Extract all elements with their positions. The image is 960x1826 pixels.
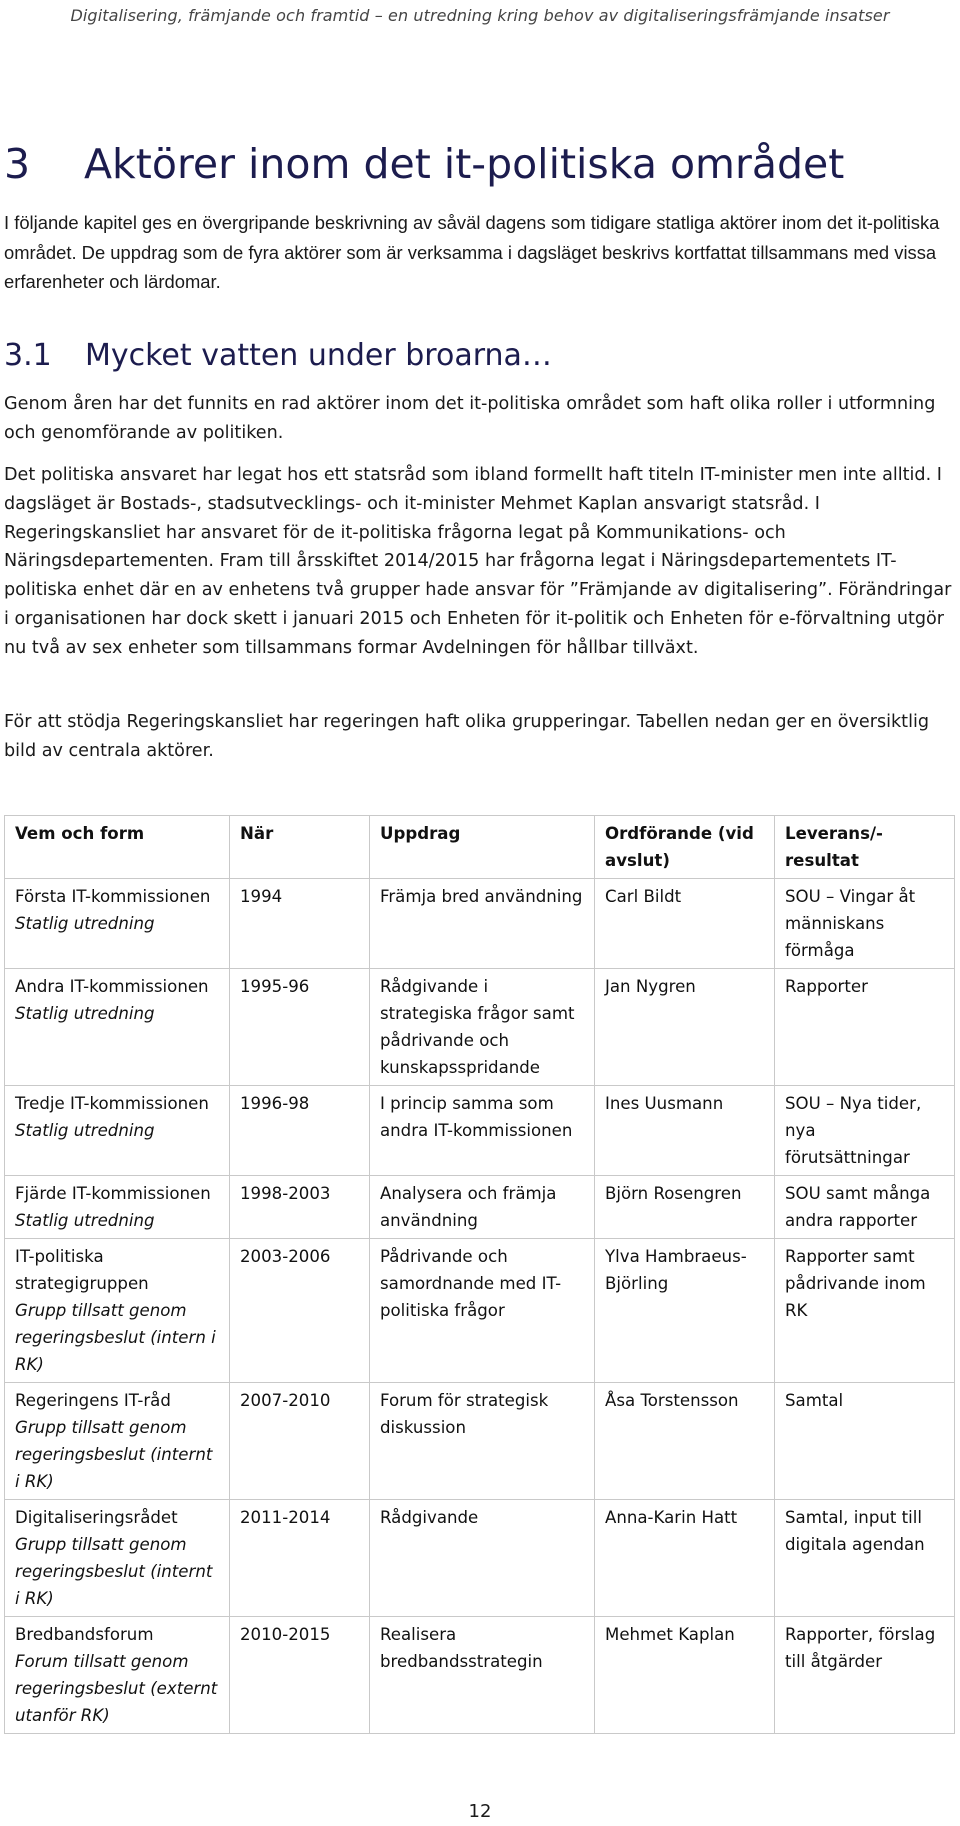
table-row — [5, 969, 955, 1086]
page-number: 12 — [468, 1801, 492, 1822]
actor-name: IT-politiska strategigruppen — [15, 1247, 149, 1293]
cell-when: 2007-2010 — [230, 1383, 370, 1500]
actor-name: Fjärde IT-kommissionen — [15, 1184, 211, 1203]
cell-result: Rapporter samt pådrivande inom RK — [775, 1239, 955, 1383]
cell-who — [5, 879, 230, 969]
table-row — [5, 1239, 955, 1383]
section-number: 3.1 — [4, 338, 52, 373]
header-mission: Uppdrag — [370, 816, 595, 879]
actor-name: Första IT-kommissionen — [15, 887, 211, 906]
table-row — [5, 1086, 955, 1176]
cell-who — [5, 1383, 230, 1500]
table-row — [5, 879, 955, 969]
cell-when: 1996-98 — [230, 1086, 370, 1176]
cell-when: 2010-2015 — [230, 1617, 370, 1734]
chapter-number: 3 — [4, 140, 31, 188]
actor-form: Grupp tillsatt genom regeringsbeslut (internt i RK) — [15, 1535, 213, 1608]
cell-chair: Carl Bildt — [595, 879, 775, 969]
cell-chair: Jan Nygren — [595, 969, 775, 1086]
actor-name: Tredje IT-kommissionen — [15, 1094, 209, 1113]
paragraph-3: För att stödja Regeringskansliet har regeringen haft olika grupperingar. Tabellen nedan ger en översiktlig bild av centrala aktörer. — [4, 712, 930, 761]
cell-who — [5, 1500, 230, 1617]
cell-result: SOU – Vingar åt människans förmåga — [775, 879, 955, 969]
cell-who — [5, 1176, 230, 1239]
actor-form: Statlig utredning — [15, 1004, 155, 1023]
cell-chair: Björn Rosengren — [595, 1176, 775, 1239]
cell-result: Samtal, input till digitala agendan — [775, 1500, 955, 1617]
actor-name: Digitaliseringsrådet — [15, 1508, 178, 1527]
cell-result: Rapporter — [775, 969, 955, 1086]
cell-who — [5, 1617, 230, 1734]
section-title: Mycket vatten under broarna… — [85, 338, 552, 373]
chapter-title: Aktörer inom det it-politiska området — [84, 140, 845, 188]
cell-chair: Anna-Karin Hatt — [595, 1500, 775, 1617]
actors-table — [4, 815, 955, 1734]
cell-who — [5, 1239, 230, 1383]
running-header: Digitalisering, främjande och framtid – en utredning kring behov av digitaliseringsfrämjande insatser — [70, 6, 890, 25]
actor-name: Bredbandsforum — [15, 1625, 154, 1644]
cell-mission: Främja bred användning — [370, 879, 595, 969]
cell-result: Rapporter, förslag till åtgärder — [775, 1617, 955, 1734]
actor-form: Statlig utredning — [15, 914, 155, 933]
cell-mission: Pådrivande och samordnande med IT-politiska frågor — [370, 1239, 595, 1383]
cell-who — [5, 1086, 230, 1176]
table-header-row — [5, 816, 955, 879]
cell-chair: Mehmet Kaplan — [595, 1617, 775, 1734]
cell-chair: Ylva Hambraeus-Björling — [595, 1239, 775, 1383]
header-who: Vem och form — [5, 816, 230, 879]
table-row — [5, 1500, 955, 1617]
cell-mission: Realisera bredbandsstrategin — [370, 1617, 595, 1734]
actor-form: Forum tillsatt genom regeringsbeslut (externt utanför RK) — [15, 1652, 218, 1725]
cell-who — [5, 969, 230, 1086]
paragraph-2: Det politiska ansvaret har legat hos ett statsråd som ibland formellt haft titeln IT-minister men inte alltid. I dagsläget är Bostads-, stadsutvecklings- och it-minister Mehmet Kaplan ansvarigt statsråd. I Regeringskansliet har ansvaret för de it-politiska frågorna legat på Kommunikations- och Näringsdepartementen. Fram till årsskiftet 2014/2015 har frågorna legat i Näringsdepartementets IT-politiska enhet där en av enhetens två grupper hade ansvar för ”Främjande av digitalisering”. Förändringar i organisationen har dock skett i januari 2015 och Enheten för it-politik och Enheten för e-förvaltning utgör nu två av sex enheter som tillsammans formar Avdelningen för hållbar tillväxt. — [4, 465, 952, 658]
table-row — [5, 1383, 955, 1500]
paragraph-1: Genom åren har det funnits en rad aktörer inom det it-politiska området som haft olika roller i utformning och genomförande av politiken. — [4, 394, 936, 443]
header-when: När — [230, 816, 370, 879]
cell-result: SOU samt många andra rapporter — [775, 1176, 955, 1239]
actor-form: Grupp tillsatt genom regeringsbeslut (internt i RK) — [15, 1418, 213, 1491]
cell-chair: Ines Uusmann — [595, 1086, 775, 1176]
cell-mission: Rådgivande i strategiska frågor samt pådrivande och kunskapsspridande — [370, 969, 595, 1086]
actor-form: Grupp tillsatt genom regeringsbeslut (intern i RK) — [15, 1301, 216, 1374]
actor-name: Andra IT-kommissionen — [15, 977, 209, 996]
actor-form: Statlig utredning — [15, 1211, 155, 1230]
cell-mission: Analysera och främja användning — [370, 1176, 595, 1239]
cell-chair: Åsa Torstensson — [595, 1383, 775, 1500]
chapter-intro: I följande kapitel ges en övergripande beskrivning av såväl dagens som tidigare statliga aktörer inom det it-politiska området. De uppdrag som de fyra aktörer som är verksamma i dagsläget beskrivs kortfattat tillsammans med vissa erfarenheter och lärdomar. — [4, 212, 940, 292]
header-result: Leverans/-resultat — [775, 816, 955, 879]
table-row — [5, 1176, 955, 1239]
cell-when: 2003-2006 — [230, 1239, 370, 1383]
cell-result: Samtal — [775, 1383, 955, 1500]
cell-mission: I princip samma som andra IT-kommissionen — [370, 1086, 595, 1176]
chapter-heading — [4, 140, 844, 188]
cell-when: 1998-2003 — [230, 1176, 370, 1239]
section-heading — [4, 338, 552, 373]
actor-form: Statlig utredning — [15, 1121, 155, 1140]
cell-when: 2011-2014 — [230, 1500, 370, 1617]
cell-when: 1994 — [230, 879, 370, 969]
cell-mission: Rådgivande — [370, 1500, 595, 1617]
actor-name: Regeringens IT-råd — [15, 1391, 171, 1410]
cell-result: SOU – Nya tider, nya förutsättningar — [775, 1086, 955, 1176]
cell-when: 1995-96 — [230, 969, 370, 1086]
cell-mission: Forum för strategisk diskussion — [370, 1383, 595, 1500]
header-chair: Ordförande (vid avslut) — [595, 816, 775, 879]
table-row — [5, 1617, 955, 1734]
